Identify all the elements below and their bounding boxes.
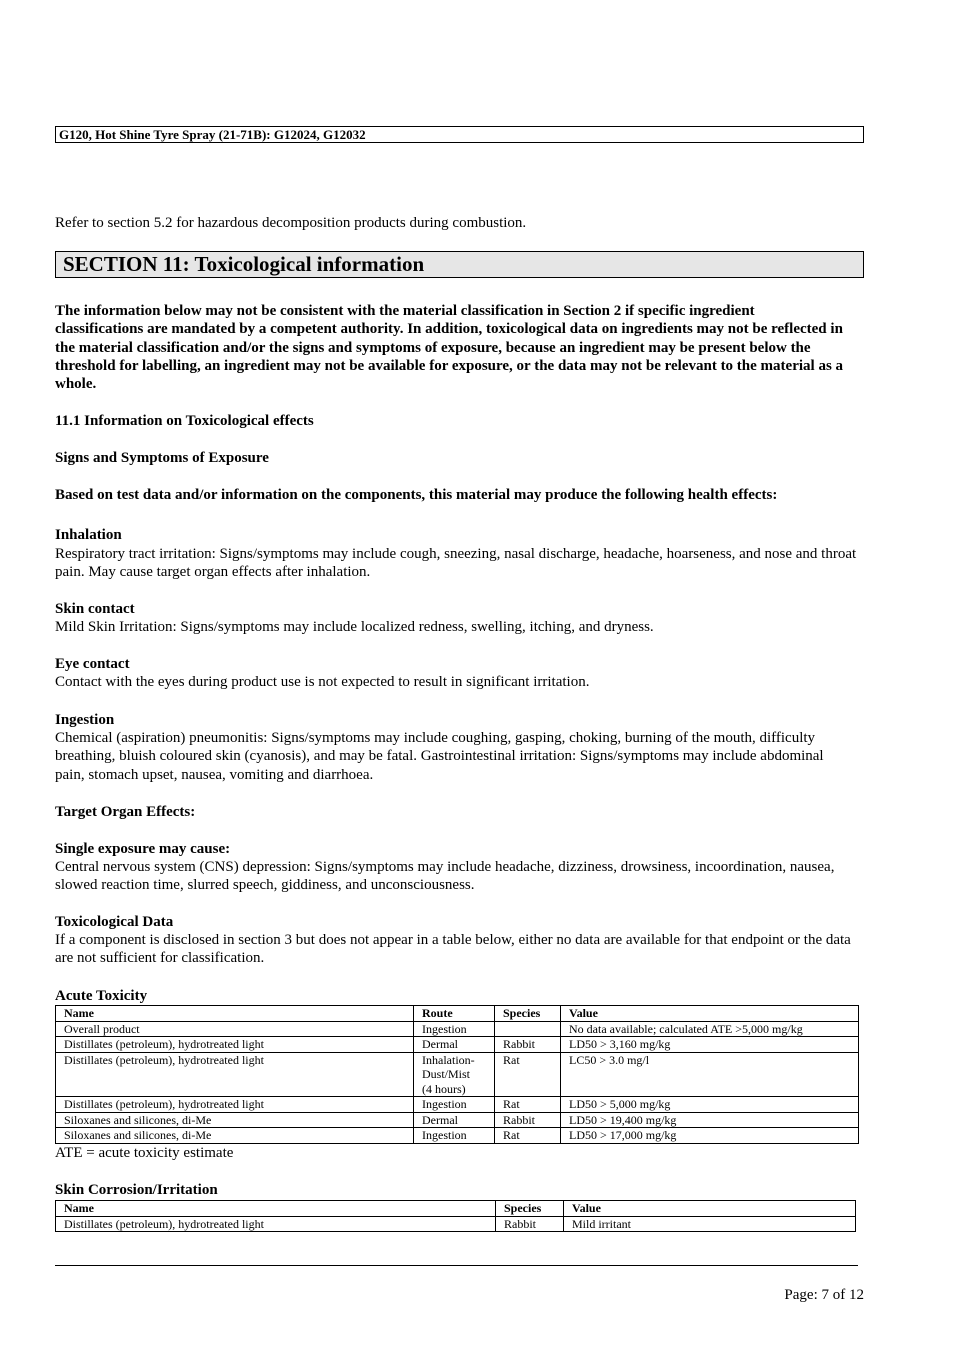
table-cell: No data available; calculated ATE >5,000 mg/kg bbox=[561, 1021, 859, 1037]
table-cell: LD50 > 19,400 mg/kg bbox=[561, 1112, 859, 1128]
table-row bbox=[56, 1097, 859, 1113]
table-cell: LD50 > 5,000 mg/kg bbox=[561, 1097, 859, 1113]
table-cell: Rat bbox=[495, 1128, 561, 1144]
table-row bbox=[56, 1021, 859, 1037]
toxicological-data-heading: Toxicological Data bbox=[55, 914, 174, 930]
combustion-reference: Refer to section 5.2 for hazardous decomposition products during combustion. bbox=[55, 215, 527, 231]
table-cell: Inhalation- Dust/Mist (4 hours) bbox=[414, 1052, 495, 1097]
table-cell: Distillates (petroleum), hydrotreated light bbox=[56, 1216, 496, 1232]
table-cell: Distillates (petroleum), hydrotreated light bbox=[56, 1037, 414, 1053]
eye-contact-text: Contact with the eyes during product use is not expected to result in significant irritation. bbox=[55, 674, 590, 690]
table-row bbox=[56, 1037, 859, 1053]
skin-corrosion-heading: Skin Corrosion/Irritation bbox=[55, 1182, 218, 1198]
table-row bbox=[56, 1112, 859, 1128]
table-cell: Dermal bbox=[414, 1037, 495, 1053]
page-number: Page: 7 of 12 bbox=[784, 1287, 864, 1303]
table-row bbox=[56, 1052, 859, 1097]
table-cell bbox=[495, 1021, 561, 1037]
table-cell: Ingestion bbox=[414, 1097, 495, 1113]
ingestion-text: Chemical (aspiration) pneumonitis: Signs/symptoms may include coughing, gasping, choking, burning of the mouth, difficulty breathing, bluish coloured skin (cyanosis), and may be fatal. Gastrointestinal irritation: Signs/symptoms may include abdominal pain, stomach upset, nausea, vomiting and diarrhoea. bbox=[55, 730, 824, 783]
table-cell: Siloxanes and silicones, di-Me bbox=[56, 1128, 414, 1144]
single-exposure-text: Central nervous system (CNS) depression: Signs/symptoms may include headache, dizziness, drowsiness, incoordination, nausea, slowed reaction time, slurred speech, giddiness, and unconsciousness. bbox=[55, 859, 835, 894]
table-cell: Siloxanes and silicones, di-Me bbox=[56, 1112, 414, 1128]
table-cell: LD50 > 17,000 mg/kg bbox=[561, 1128, 859, 1144]
column-header: Species bbox=[495, 1006, 561, 1022]
target-organ-heading: Target Organ Effects: bbox=[55, 804, 196, 820]
table-cell: Overall product bbox=[56, 1021, 414, 1037]
column-header: Name bbox=[56, 1201, 496, 1217]
footer-divider bbox=[55, 1265, 858, 1266]
toxicological-data-text: If a component is disclosed in section 3 but does not appear in a table below, either no data are available for that endpoint or the data are not sufficient for classification. bbox=[55, 932, 851, 967]
ate-note: ATE = acute toxicity estimate bbox=[55, 1145, 234, 1161]
inhalation-text: Respiratory tract irritation: Signs/symptoms may include cough, sneezing, nasal discharge, headache, hoarseness, and nose and throat pain. May cause target organ effects after inhalation. bbox=[55, 546, 857, 581]
table-cell: Distillates (petroleum), hydrotreated light bbox=[56, 1097, 414, 1113]
acute-toxicity-heading: Acute Toxicity bbox=[55, 988, 148, 1004]
table-cell: LD50 > 3,160 mg/kg bbox=[561, 1037, 859, 1053]
table-cell: Rabbit bbox=[496, 1216, 564, 1232]
table-cell: LC50 > 3.0 mg/l bbox=[561, 1052, 859, 1097]
table-cell: Dermal bbox=[414, 1112, 495, 1128]
table-cell: Distillates (petroleum), hydrotreated light bbox=[56, 1052, 414, 1097]
section-title: SECTION 11: Toxicological information bbox=[55, 251, 864, 278]
signs-heading: Signs and Symptoms of Exposure bbox=[55, 450, 269, 466]
column-header: Species bbox=[496, 1201, 564, 1217]
single-exposure-heading: Single exposure may cause: bbox=[55, 841, 231, 857]
table-cell: Mild irritant bbox=[564, 1216, 856, 1232]
column-header: Route bbox=[414, 1006, 495, 1022]
skin-contact-text: Mild Skin Irritation: Signs/symptoms may include localized redness, swelling, itching, and dryness. bbox=[55, 619, 654, 635]
table-cell: Rat bbox=[495, 1052, 561, 1097]
table-header-row bbox=[56, 1006, 859, 1022]
table-cell: Rabbit bbox=[495, 1112, 561, 1128]
table-cell: Ingestion bbox=[414, 1021, 495, 1037]
skin-contact-heading: Skin contact bbox=[55, 601, 135, 617]
column-header: Value bbox=[561, 1006, 859, 1022]
table-row bbox=[56, 1216, 856, 1232]
ingestion-heading: Ingestion bbox=[55, 712, 115, 728]
inhalation-heading: Inhalation bbox=[55, 527, 122, 543]
disclaimer-paragraph: The information below may not be consistent with the material classification in Section 2 if specific ingredient classifications are mandated by a competent authority. In addition, toxicological data on ingredients may not be reflected in the material classification and/or the signs and symptoms of exposure, because an ingredient may be present below the threshold for labelling, an ingredient may not be available for exposure, or the data may not be relevant to the material as a whole. bbox=[55, 303, 844, 393]
skin-corrosion-table bbox=[55, 1200, 856, 1232]
table-row bbox=[56, 1128, 859, 1144]
subsection-heading: 11.1 Information on Toxicological effects bbox=[55, 413, 314, 429]
table-cell: Ingestion bbox=[414, 1128, 495, 1144]
column-header: Name bbox=[56, 1006, 414, 1022]
column-header: Value bbox=[564, 1201, 856, 1217]
eye-contact-heading: Eye contact bbox=[55, 656, 130, 672]
table-cell: Rabbit bbox=[495, 1037, 561, 1053]
based-on-statement: Based on test data and/or information on the components, this material may produce the following health effects: bbox=[55, 487, 778, 503]
table-header-row bbox=[56, 1201, 856, 1217]
table-cell: Rat bbox=[495, 1097, 561, 1113]
document-header: G120, Hot Shine Tyre Spray (21-71B): G12024, G12032 bbox=[55, 126, 864, 143]
acute-toxicity-table bbox=[55, 1005, 859, 1144]
